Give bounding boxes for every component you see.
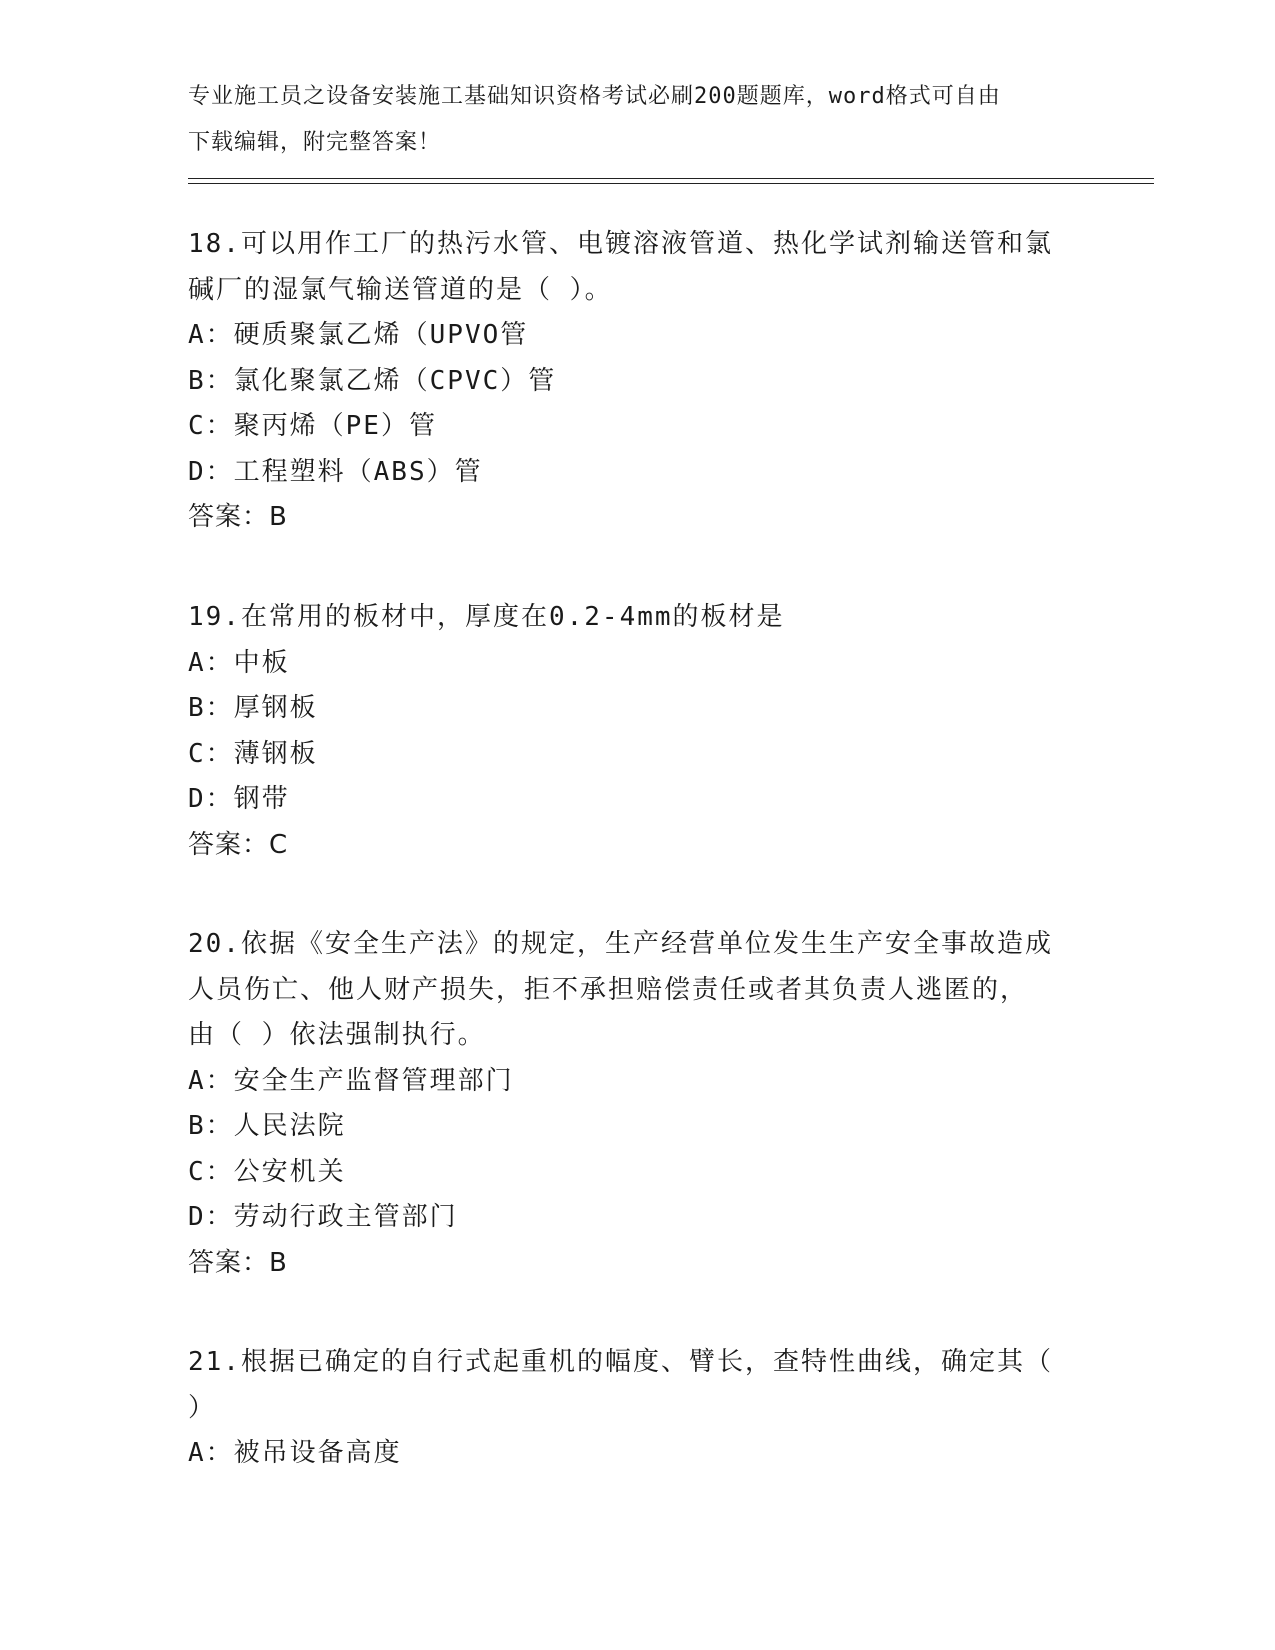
header-divider xyxy=(188,183,1154,184)
header-line: 专业施工员之设备安装施工基础知识资格考试必刷200题题库，word格式可自由 xyxy=(188,84,1001,109)
question-stem: 19.在常用的板材中，厚度在0.2-4mm的板材是 xyxy=(188,602,785,632)
question-stem: ） xyxy=(188,1392,217,1423)
option-a: A：被吊设备高度 xyxy=(188,1438,402,1468)
option-b: B：厚钢板 xyxy=(188,693,318,723)
answer: 答案：C xyxy=(188,829,289,860)
answer: 答案：B xyxy=(188,502,288,532)
option-c: C：聚丙烯（PE）管 xyxy=(188,411,437,441)
option-a: A：硬质聚氯乙烯（UPVO管 xyxy=(188,320,529,350)
option-b: B：氯化聚氯乙烯（CPVC）管 xyxy=(188,365,557,396)
option-a: A：中板 xyxy=(188,647,290,678)
option-d: D：钢带 xyxy=(188,784,290,814)
option-d: D：工程塑料（ABS）管 xyxy=(188,456,483,487)
header-line: 下载编辑，附完整答案！ xyxy=(188,129,442,155)
question-stem: 人员伤亡、他人财产损失，拒不承担赔偿责任或者其负责人逃匿的， xyxy=(188,974,1029,1005)
question-stem: 18.可以用作工厂的热污水管、电镀溶液管道、热化学试剂输送管和氯 xyxy=(188,229,1053,259)
question-stem: 20.依据《安全生产法》的规定，生产经营单位发生生产安全事故造成 xyxy=(188,929,1053,959)
question-20 xyxy=(188,922,1088,1286)
option-c: C：公安机关 xyxy=(188,1156,346,1187)
question-19 xyxy=(188,595,1088,868)
question-21 xyxy=(188,1340,1088,1477)
option-d: D：劳动行政主管部门 xyxy=(188,1202,458,1232)
option-b: B：人民法院 xyxy=(188,1111,346,1141)
option-a: A：安全生产监督管理部门 xyxy=(188,1065,514,1096)
answer: 答案：B xyxy=(188,1247,288,1278)
question-stem: 由（ ）依法强制执行。 xyxy=(188,1020,486,1050)
question-stem: 21.根据已确定的自行式起重机的幅度、臂长，查特性曲线，确定其（ xyxy=(188,1347,1053,1377)
question-stem: 碱厂的湿氯气输送管道的是（ ）。 xyxy=(188,274,613,305)
header-divider xyxy=(188,178,1154,179)
question-18 xyxy=(188,222,1088,541)
document-header xyxy=(188,74,1088,165)
option-c: C：薄钢板 xyxy=(188,738,318,769)
